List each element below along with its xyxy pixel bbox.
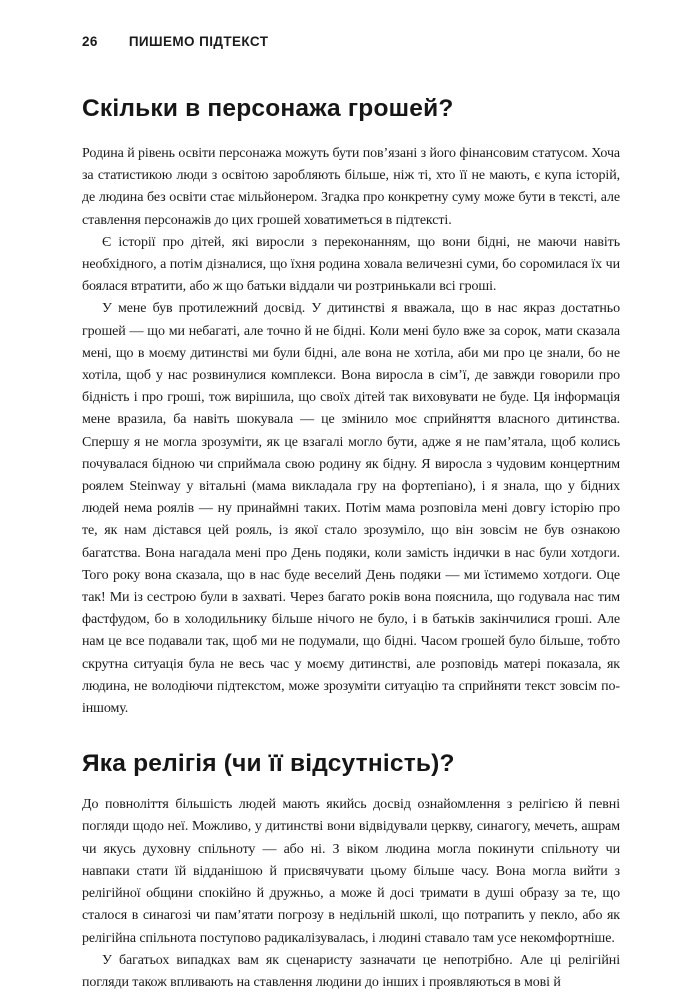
section-money <box>82 95 620 720</box>
running-title: ПИШЕМО ПІДТЕКСТ <box>128 34 269 49</box>
running-head <box>82 34 620 49</box>
section-heading-money: Скільки в персонажа грошей? <box>82 95 454 122</box>
paragraph: Родина й рівень освіти персонажа можуть бути пов’язані з його фінансовим статусом. Хоча за статистикою люди з освітою заробляють більше, ніж ті, хто її не мають, є купа історій, де людина без освіти стає мільйонером. Згадка про конкретну суму може бути в тексті, але ставлення персонажів до цих грошей ховатиметься в підтексті. <box>82 146 620 228</box>
section-religion <box>82 750 620 994</box>
paragraph: Є історії про дітей, які виросли з переконанням, що вони бідні, не маючи навіть необхідного, а потім дізналися, що їхня родина ховала величезні суми, бо соромилася їх чи боялася втратити, або ж що батьки віддали чи розтринькали всі гроші. <box>82 234 620 295</box>
page-number: 26 <box>82 34 98 49</box>
paragraph: До повноліття більшість людей мають якийсь досвід ознайомлення з релігією й певні погляди щодо неї. Можливо, у дитинстві вони відвідували церкву, синагогу, мечеть, ашрам чи якусь духовну спільноту — або ні. З віком людина могла покинути спільноту чи навпаки стати їй відданішою й присвячувати цьому більше часу. Вона могла вийти з релігійної общини спокійно й дружньо, а може й досі тримати в душі образу за те, що сталося в синагозі чи пам’ятати погрозу в недільній школі, що потрапить у пекло, або як релігійна спільнота поступово радикалізувалась, і людині ставало там усе некомфортніше. <box>82 797 620 946</box>
paragraph: У багатьох випадках вам як сценаристу зазначати це непотрібно. Але ці релігійні погляди також впливають на ставлення людини до інших і проявляються в мові й <box>82 952 620 990</box>
section-heading-religion: Яка релігія (чи її відсутність)? <box>82 750 455 778</box>
paragraph: У мене був протилежний досвід. У дитинстві я вважала, що в нас якраз достатньо грошей — що ми небагаті, але точно й не бідні. Коли мені було вже за сорок, мати сказала мені, що в моєму дитинстві ми були бідні, але вона не хотіла, аби ми про це знали, бо не хотіла, щоб у нас розвинулися комплекси. Вона виросла в сім’ї, де завжди говорили про бідність і про гроші, тож вирішила, що своїх дітей так виховувати не буде. Ця інформація мене вразила, ба навіть шокувала — це змінило моє сприйняття власного дитинства. Спершу я не могла зрозуміти, як це взагалі могло бути, адже я не пам’ятала, щоб колись почувалася бідною чи сприймала свою родину як бідну. Я виросла з чудовим концертним роялем Steinway у вітальні (мама викладала гру на фортепіано), і я знала, що у бідних людей нема роялів — ну принаймні таких. Потім мама розповіла мені довгу історію про те, як нам дістався цей рояль, із якої стало зрозуміло, що він зовсім не був ознакою багатства. Вона нагадала мені про День подяки, коли замість індички в нас були хотдоги. Того року вона сказала, що в нас буде веселий День подяки — ми їстимемо хотдоги. Оце так! Ми із сестрою були в захваті. Через багато років вона пояснила, що годувала нас тим фастфудом, бо в холодильнику більше нічого не було, і в батьків закінчилися гроші. Але нам це все подавали так, щоб ми не подумали, що бідні. Часом грошей було більше, тобто скрутна ситуація була не весь час у моєму дитинстві, але розповідь матері показала, як людина, не володіючи підтекстом, може зрозуміти ситуацію та сприйняти текст зовсім по-іншому. <box>82 301 620 717</box>
